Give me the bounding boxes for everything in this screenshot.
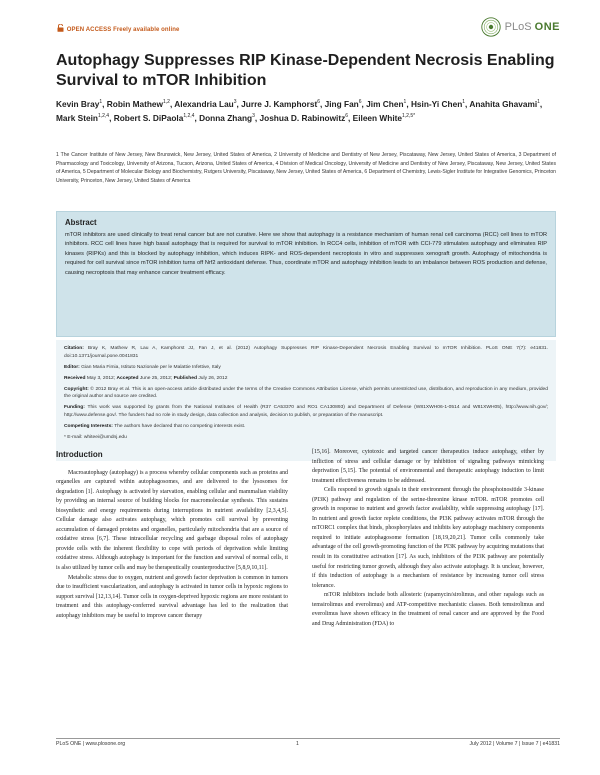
article-metadata (56, 340, 556, 461)
dates: Received May 3, 2012; Accepted June 25, 2012; Published July 26, 2012 (64, 375, 228, 381)
author-affiliation-marker: 6 (345, 113, 349, 120)
author-name: Jurre J. Kamphorst (241, 99, 318, 109)
body-column-left (56, 450, 288, 621)
open-access-label (56, 24, 179, 33)
author-list: Kevin Bray$^1$, Robin Mathew$^{1,2}$, Alexandria Lau$^3$, Jurre J. Kamphorst$^6$, Jing Fan$^6$, Jim Chen$^1$, Hsin-Yi Chen$^1$, Anahita Ghavami$^1$, Mark Stein$^{1,2,4}$, Robert S. DiPaola$^{1,2,4}$, Donna Zhang$^3$, Joshua D. Rabinowitz$^6$, Eileen White$^{1,2,5*}$ (56, 99, 543, 123)
author-affiliation-marker: 3 (233, 99, 237, 106)
author-affiliation-marker: 1,2,4 (97, 113, 110, 120)
journal-name (505, 21, 560, 33)
body-column-right (312, 448, 544, 629)
copyright: Copyright: © 2012 Bray et al. This is an open-access article distributed under the terms of the Creative Commons Attribution License, which permits unrestricted use, distribution, and reproduction in any medium, provided the original author and source are credited. (64, 386, 548, 400)
open-lock-icon (57, 24, 64, 32)
author-name: Hsin-Yi Chen (410, 99, 463, 109)
author-affiliation-marker: 1 (537, 99, 540, 106)
author-name: Jing Fan (324, 99, 359, 109)
article-title: Autophagy Suppresses RIP Kinase-Dependent Necrosis Enabling Survival to mTOR Inhibition (56, 52, 555, 89)
body-paragraph: mTOR inhibitors include both allosteric (rapamycin/sirolimus, and other rapalogs such as temsirolimus and everolimus) and ATP-competitive mechanistic classes. Both temsirolimus and everolimus have shown efficacy in the treatment of renal cancer and are approved by the Food and Drug Administration (FDA) to (312, 592, 544, 627)
abstract-text: mTOR inhibitors are used clinically to treat renal cancer but are not curative. Here we show that autophagy is a resistance mechanism of human renal cell carcinoma (RCC) cell lines to mTOR inhibitors. RCC cell lines have high basal autophagy that is required for survival to mTOR inhibition. In RCC4 cells, inhibition of mTOR with CCI-779 stimulates autophagy and eliminates RIP kinases (RIPKs) and this is blocked by autophagy inhibition, which induces RIPK- and ROS-dependent necroptosis in vitro and suppresses xenograft growth. Autophagy of mitochondria is required for cell survival since mTOR inhibition turns off Nrf2 antioxidant defense. Thus, coordinate mTOR and autophagy inhibition leads to an imbalance between ROS production and defense, causing necroptosis that may enhance cancer treatment efficacy. (65, 232, 547, 276)
author-affiliation-marker: 1,2,5* (402, 113, 416, 120)
author-name: Donna Zhang (199, 113, 253, 123)
body-paragraph: Macroautophagy (autophagy) is a process whereby cellular components such as proteins and organelles are captured within autophagosomes, and are delivered to the lysosomes for degradation [1]. Autophagy is activated by starvation, enabling cellular and mammalian viability by providing an internal source of building blocks for macromolecular synthesis. This sustains biosynthetic and energy requirements during interruptions in nutrient availability [2,3,4,5]. Cellular damage also activates autophagy, which promotes cell survival by preventing accumulation of damaged proteins and organelles, particularly mitochondria that are a source of oxidative stress [6,7]. These intracellular recycling and garbage disposal roles of autophagy provide cells with the inherent flexibility to cope with periods of deprivation while limiting oxidative stress. Although autophagy is important for the function and survival of normal cells, it is also utilized by tumor cells and may be therapeutically counterproductive [5,8,9,10,11]. (56, 469, 288, 572)
author-name: Mark Stein (56, 113, 98, 123)
journal-name-plos: PLoS (504, 21, 532, 33)
author-name: Joshua D. Rabinowitz (259, 113, 346, 123)
author-name: Robin Mathew (106, 99, 163, 109)
author-affiliation-marker: 3 (252, 113, 255, 120)
editor: Editor: Gian Maria Fimia, Istituto Nazionale per le Malattie Infettive, Italy (64, 364, 221, 370)
open-access-text: OPEN ACCESS Freely available online (66, 27, 180, 33)
right-paragraphs (312, 448, 544, 629)
abstract-box (56, 211, 556, 337)
author-affiliation-marker: 1 (99, 99, 103, 106)
author-affiliation-marker: 1,2 (163, 99, 170, 106)
body-paragraph: [15,16]. Moreover, cytotoxic and targeted cancer therapeutics induce autophagy, either by infliction of stress and cellular damage or by inhibition of signaling pathways mimicking deprivation [5,15]. The potential of environmental and therapeutic autophagy induction to limit treatment effectiveness remains to be addressed. (312, 449, 544, 484)
abstract-heading: Abstract (65, 218, 97, 227)
author-name: Robert S. DiPaola (113, 113, 184, 123)
competing-interests: Competing Interests: The authors have declared that no competing interests exist. (64, 423, 246, 429)
author-name: Jim Chen (366, 99, 404, 109)
author-affiliation-marker: 6 (317, 99, 321, 106)
author-name: Alexandria Lau (174, 99, 234, 109)
footer-journal[interactable]: PLoS ONE | www.plosone.org (56, 741, 126, 747)
body-paragraph: Metabolic stress due to oxygen, nutrient and growth factor deprivation is common in tumors due to insufficient vascularization, and autophagy is activated in tumor cells in hypoxic regions to support survival [12,13,14]. Tumor cells in oxygen-deprived hypoxic regions are more resistant to treatment and this autophagy-conferred survival advantage has led to the realization that autophagy inhibitors may be useful to improve cancer therapy (56, 574, 288, 619)
author-affiliation-marker: 1 (403, 99, 407, 106)
affiliations: 1 The Cancer Institute of New Jersey, New Brunswick, New Jersey, United States of America, 2 University of Medicine and Dentistry of New Jersey, Piscataway, New Jersey, United States of America, 3 Department of Pharmacology and Toxicology, University of Arizona, Tucson, Arizona, United States of America, 4 Division of Medical Oncology, University of Medicine and Dentistry of New Jersey, Piscataway, New Jersey, United States of America, 5 Department of Molecular Biology and Biochemistry, Rutgers University, Piscataway, New Jersey, United States of America, 6 Department of Chemistry, Lewis-Sigler Institute for Integrative Genomics, Princeton University, Princeton, New Jersey, United States of America (56, 152, 556, 185)
author-affiliation-marker: 1,2,4 (183, 113, 195, 120)
corresponding-email[interactable]: * E-mail: whiteei@umdnj.edu (64, 434, 127, 440)
footer-divider (56, 738, 560, 739)
author-name: Eileen White (352, 113, 402, 123)
author-affiliation-marker: 1 (462, 99, 466, 106)
footer-issue: July 2012 | Volume 7 | Issue 7 | e41831 (469, 741, 560, 747)
introduction-heading: Introduction (56, 450, 103, 459)
funding: Funding: This work was supported by grants from the National Institutes of Health (R37 CA53370 and RO1 CA130893) and Department of Defense (W81XWH06-1-0514 and W81XWH05), http://www.nih.gov/; http://www.defense.gov/. The funders had no role in study design, data collection and analysis, decision to publish, or preparation of the manuscript. (64, 405, 548, 418)
journal-header (56, 16, 560, 38)
body-paragraph: Cells respond to growth signals in their environment through the phosphoinositide 3-kinase (PI3K) pathway and regulation of the serine-threonine kinase mTOR. mTOR promotes cell growth in response to nutrient and growth factor availability, while suppressing autophagy [17]. In nutrient and growth factor replete conditions, the PI3K pathway activates mTOR through the mTORC1 complex that binds, phosphorylates and inhibits key autophagy machinery components required to initiate autophagosome formation [18,19,20,21]. Tumor cells commonly take advantage of the cell growth-promoting function of the PI3K pathway by acquiring mutations that result in its constitutive activation [17]. As such, inhibitors of the PI3K pathway are potentially useful for restricting tumor growth, although they also activate autophagy. It is unclear, however, if this induction of autophagy is a mechanism of resistance by increasing tumor cell stress tolerance. (312, 487, 544, 589)
author-affiliation-marker: 6 (358, 99, 362, 106)
citation: Citation: Bray K, Mathew R, Lau A, Kamphorst JJ, Fan J, et al. (2012) Autophagy Suppresses RIP Kinase-Dependent Necrosis Enabling Survival to mTOR Inhibition. PLoS ONE 7(7): e41831. doi:10.1371/journal.pone.0041831 (64, 346, 549, 359)
page-number: 1 (296, 741, 299, 747)
author-name: Anahita Ghavami (469, 99, 538, 109)
left-paragraphs (56, 469, 288, 622)
plos-logo-icon (481, 17, 501, 37)
author-name: Kevin Bray (56, 99, 100, 109)
journal-name-one: ONE (534, 21, 560, 33)
journal-logo[interactable] (481, 16, 560, 38)
